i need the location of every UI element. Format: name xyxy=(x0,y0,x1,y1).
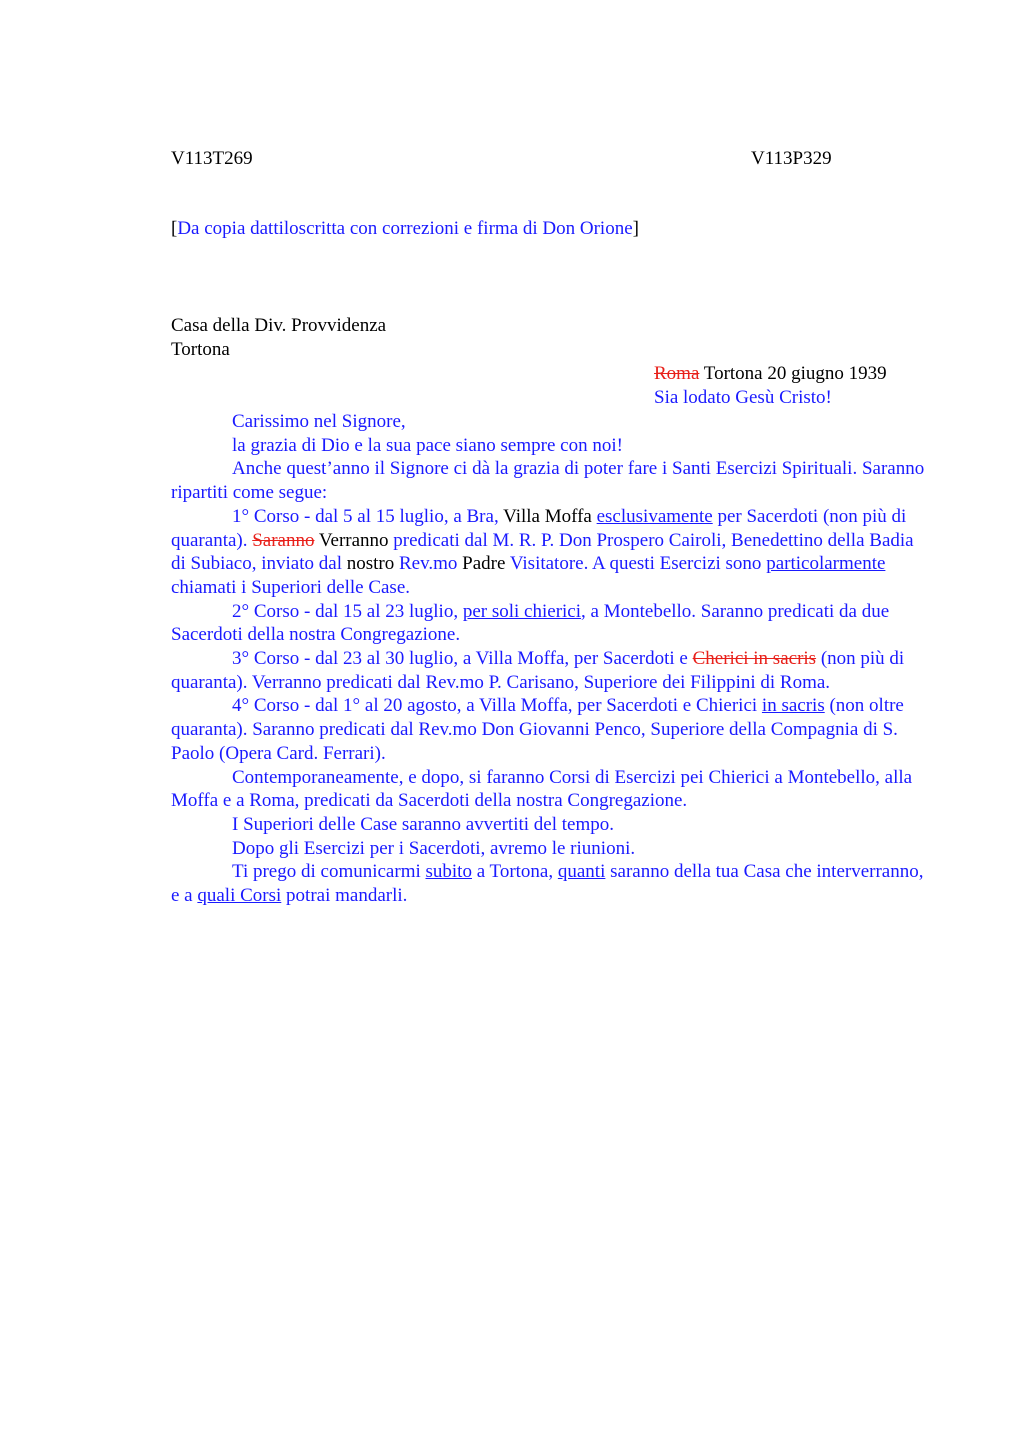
underlined-text: esclusivamente xyxy=(596,505,713,527)
struck-place: Roma xyxy=(654,363,700,384)
date-text: Tortona 20 giugno 1939 xyxy=(699,363,887,384)
underlined-text: quali Corsi xyxy=(197,885,282,907)
dateline-block xyxy=(654,362,887,410)
underlined-text: particolarmente xyxy=(766,553,886,575)
sender-line-2: Tortona xyxy=(171,339,230,360)
reference-code-right: V113P329 xyxy=(751,148,832,169)
date-line xyxy=(654,362,887,386)
underlined-text: in sacris xyxy=(761,695,825,717)
reference-code-left: V113T269 xyxy=(171,148,253,169)
deleted-text: Cherici in sacris xyxy=(692,648,817,670)
paragraph-superiori: I Superiori delle Case saranno avvertiti del tempo. xyxy=(232,813,614,835)
greeting: Sia lodato Gesù Cristo! xyxy=(654,387,832,408)
paragraph-corso-4 xyxy=(171,694,931,765)
text-run: 3° Corso - dal 23 al 30 luglio, a Villa Moffa, per Sacerdoti e xyxy=(232,648,693,670)
text-run: Visitatore. A questi Esercizi sono xyxy=(509,553,767,575)
underlined-text: subito xyxy=(425,861,472,883)
text-run: predicati dal M. R. P. Don Prospero Cairoli, Benedettino della Badia di Subiaco, inviato dal xyxy=(171,529,914,575)
handwritten-insert: nostro xyxy=(346,553,399,575)
text-run: a Tortona, xyxy=(471,861,558,883)
underlined-text: per soli chierici xyxy=(462,600,582,622)
text-run: saranno della tua Casa che interverranno, e a xyxy=(171,861,924,907)
text-run: 4° Corso - dal 1° al 20 agosto, a Villa Moffa, per Sacerdoti e Chierici xyxy=(232,695,762,717)
text-run: Rev.mo xyxy=(398,553,458,575)
handwritten-insert: Villa Moffa xyxy=(498,505,597,527)
handwritten-insert: Verranno xyxy=(314,529,394,551)
paragraph-contemporaneamente: Contemporaneamente, e dopo, si faranno Corsi di Esercizi pei Chierici a Montebello, alla Moffa e a Roma, predicati da Sacerdoti della nostra Congregazione. xyxy=(171,766,913,812)
blessing: la grazia di Dio e la sua pace siano sempre con noi! xyxy=(232,434,623,456)
text-run: 1° Corso - dal 5 al 15 luglio, a Bra, xyxy=(232,505,499,527)
text-run: (non più di quaranta). Verranno predicati dal Rev.mo P. Carisano, Superiore dei Filippini di Roma. xyxy=(171,648,905,693)
letter-body xyxy=(171,410,931,908)
source-note-text: Da copia dattiloscritta con correzioni e firma di Don Orione xyxy=(177,218,633,239)
text-run: Ti prego di comunicarmi xyxy=(232,861,426,883)
bracket-open: [ xyxy=(171,218,178,239)
underlined-text: quanti xyxy=(557,861,606,883)
paragraph-riunioni: Dopo gli Esercizi per i Sacerdoti, avremo le riunioni. xyxy=(232,837,636,859)
paragraph-closing-request xyxy=(171,860,931,907)
text-run: per Sacerdoti (non più di quaranta). xyxy=(171,505,907,551)
deleted-text: Saranno xyxy=(252,529,315,551)
salutation: Carissimo nel Signore, xyxy=(232,411,406,432)
sender-line-1: Casa della Div. Provvidenza xyxy=(171,315,387,336)
paragraph-intro: Anche quest’anno il Signore ci dà la grazia di poter fare i Santi Esercizi Spirituali. Saranno ripartiti come segue: xyxy=(171,458,925,504)
sender-block xyxy=(171,314,386,362)
source-note xyxy=(171,218,639,240)
text-run: chiamati i Superiori delle Case. xyxy=(171,576,411,598)
text-run: potrai mandarli. xyxy=(281,885,408,907)
paragraph-corso-3 xyxy=(171,647,931,694)
text-run: (non oltre quaranta). Saranno predicati dal Rev.mo Don Giovanni Penco, Superiore della Compagnia di S. Paolo (Opera Card. Ferrari). xyxy=(171,695,904,764)
paragraph-corso-1 xyxy=(171,505,931,600)
paragraph-corso-2 xyxy=(171,600,931,647)
bracket-close: ] xyxy=(632,218,639,239)
handwritten-insert: Padre xyxy=(457,553,510,575)
text-run: 2° Corso - dal 15 al 23 luglio, xyxy=(232,600,463,622)
text-run: , a Montebello. Saranno predicati da due Sacerdoti della nostra Congregazione. xyxy=(171,600,890,646)
